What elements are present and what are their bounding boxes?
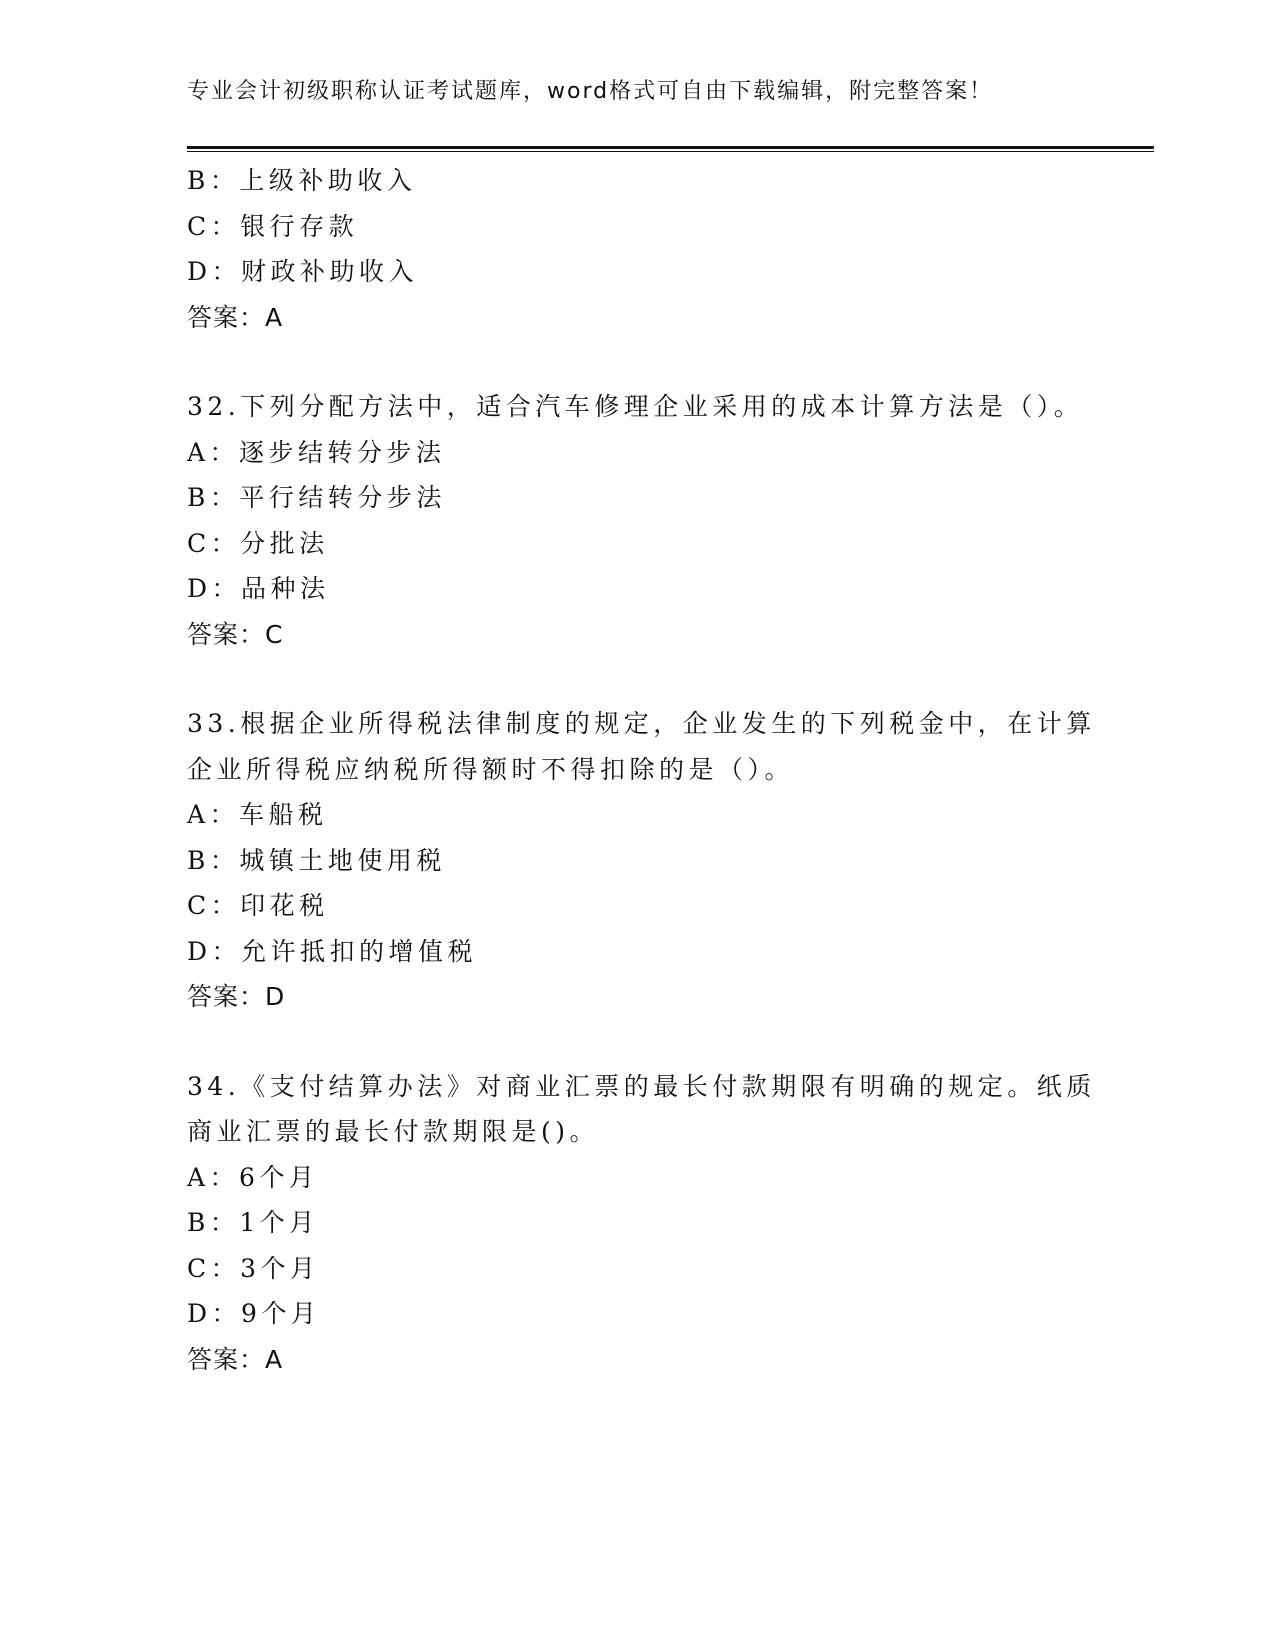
header-rule-thick (187, 146, 1154, 149)
header-rule-thin (187, 151, 1154, 152)
answer: 答案：C (187, 619, 284, 649)
spacer (187, 657, 1087, 701)
option-a: A：6个月 (187, 1162, 319, 1192)
page-header: 专业会计初级职称认证考试题库，word格式可自由下载编辑，附完整答案！ (187, 79, 994, 104)
option-a: A：逐步结转分步法 (187, 437, 446, 467)
question-stem: 32.下列分配方法中，适合汽车修理企业采用的成本计算方法是（）。 (187, 392, 1084, 421)
option-c: C：银行存款 (187, 211, 359, 241)
answer: 答案：A (187, 1344, 284, 1374)
option-b: B：平行结转分步法 (187, 483, 446, 512)
option-d: D：9个月 (187, 1299, 321, 1328)
question-block-32 (187, 384, 1087, 657)
question-block-34 (187, 1064, 1096, 1383)
option-c: C：印花税 (187, 891, 329, 920)
option-b: B：城镇土地使用税 (187, 845, 446, 875)
option-c: C：分批法 (187, 528, 329, 558)
option-d: D：财政补助收入 (187, 257, 419, 286)
option-d: D：允许抵扣的增值税 (187, 936, 478, 966)
question-block-31 (187, 158, 1087, 340)
question-stem: 33.根据企业所得税法律制度的规定，企业发生的下列税金中，在计算 (187, 709, 1096, 738)
question-stem-continued: 企业所得税应纳税所得额时不得扣除的是（）。 (187, 754, 795, 784)
question-block-33 (187, 701, 1096, 1020)
option-d: D：品种法 (187, 574, 330, 603)
document-body (187, 158, 1096, 1382)
answer: 答案：D (187, 982, 286, 1011)
question-stem-continued: 商业汇票的最长付款期限是()。 (187, 1117, 600, 1146)
spacer (187, 340, 1087, 384)
option-c: C：3个月 (187, 1253, 320, 1283)
spacer (187, 1020, 1087, 1064)
answer: 答案：A (187, 302, 284, 332)
option-b: B：上级补助收入 (187, 166, 417, 195)
option-b: B：1个月 (187, 1208, 319, 1237)
option-a: A：车船税 (187, 800, 328, 829)
question-stem: 34.《支付结算办法》对商业汇票的最长付款期限有明确的规定。纸质 (187, 1071, 1096, 1101)
